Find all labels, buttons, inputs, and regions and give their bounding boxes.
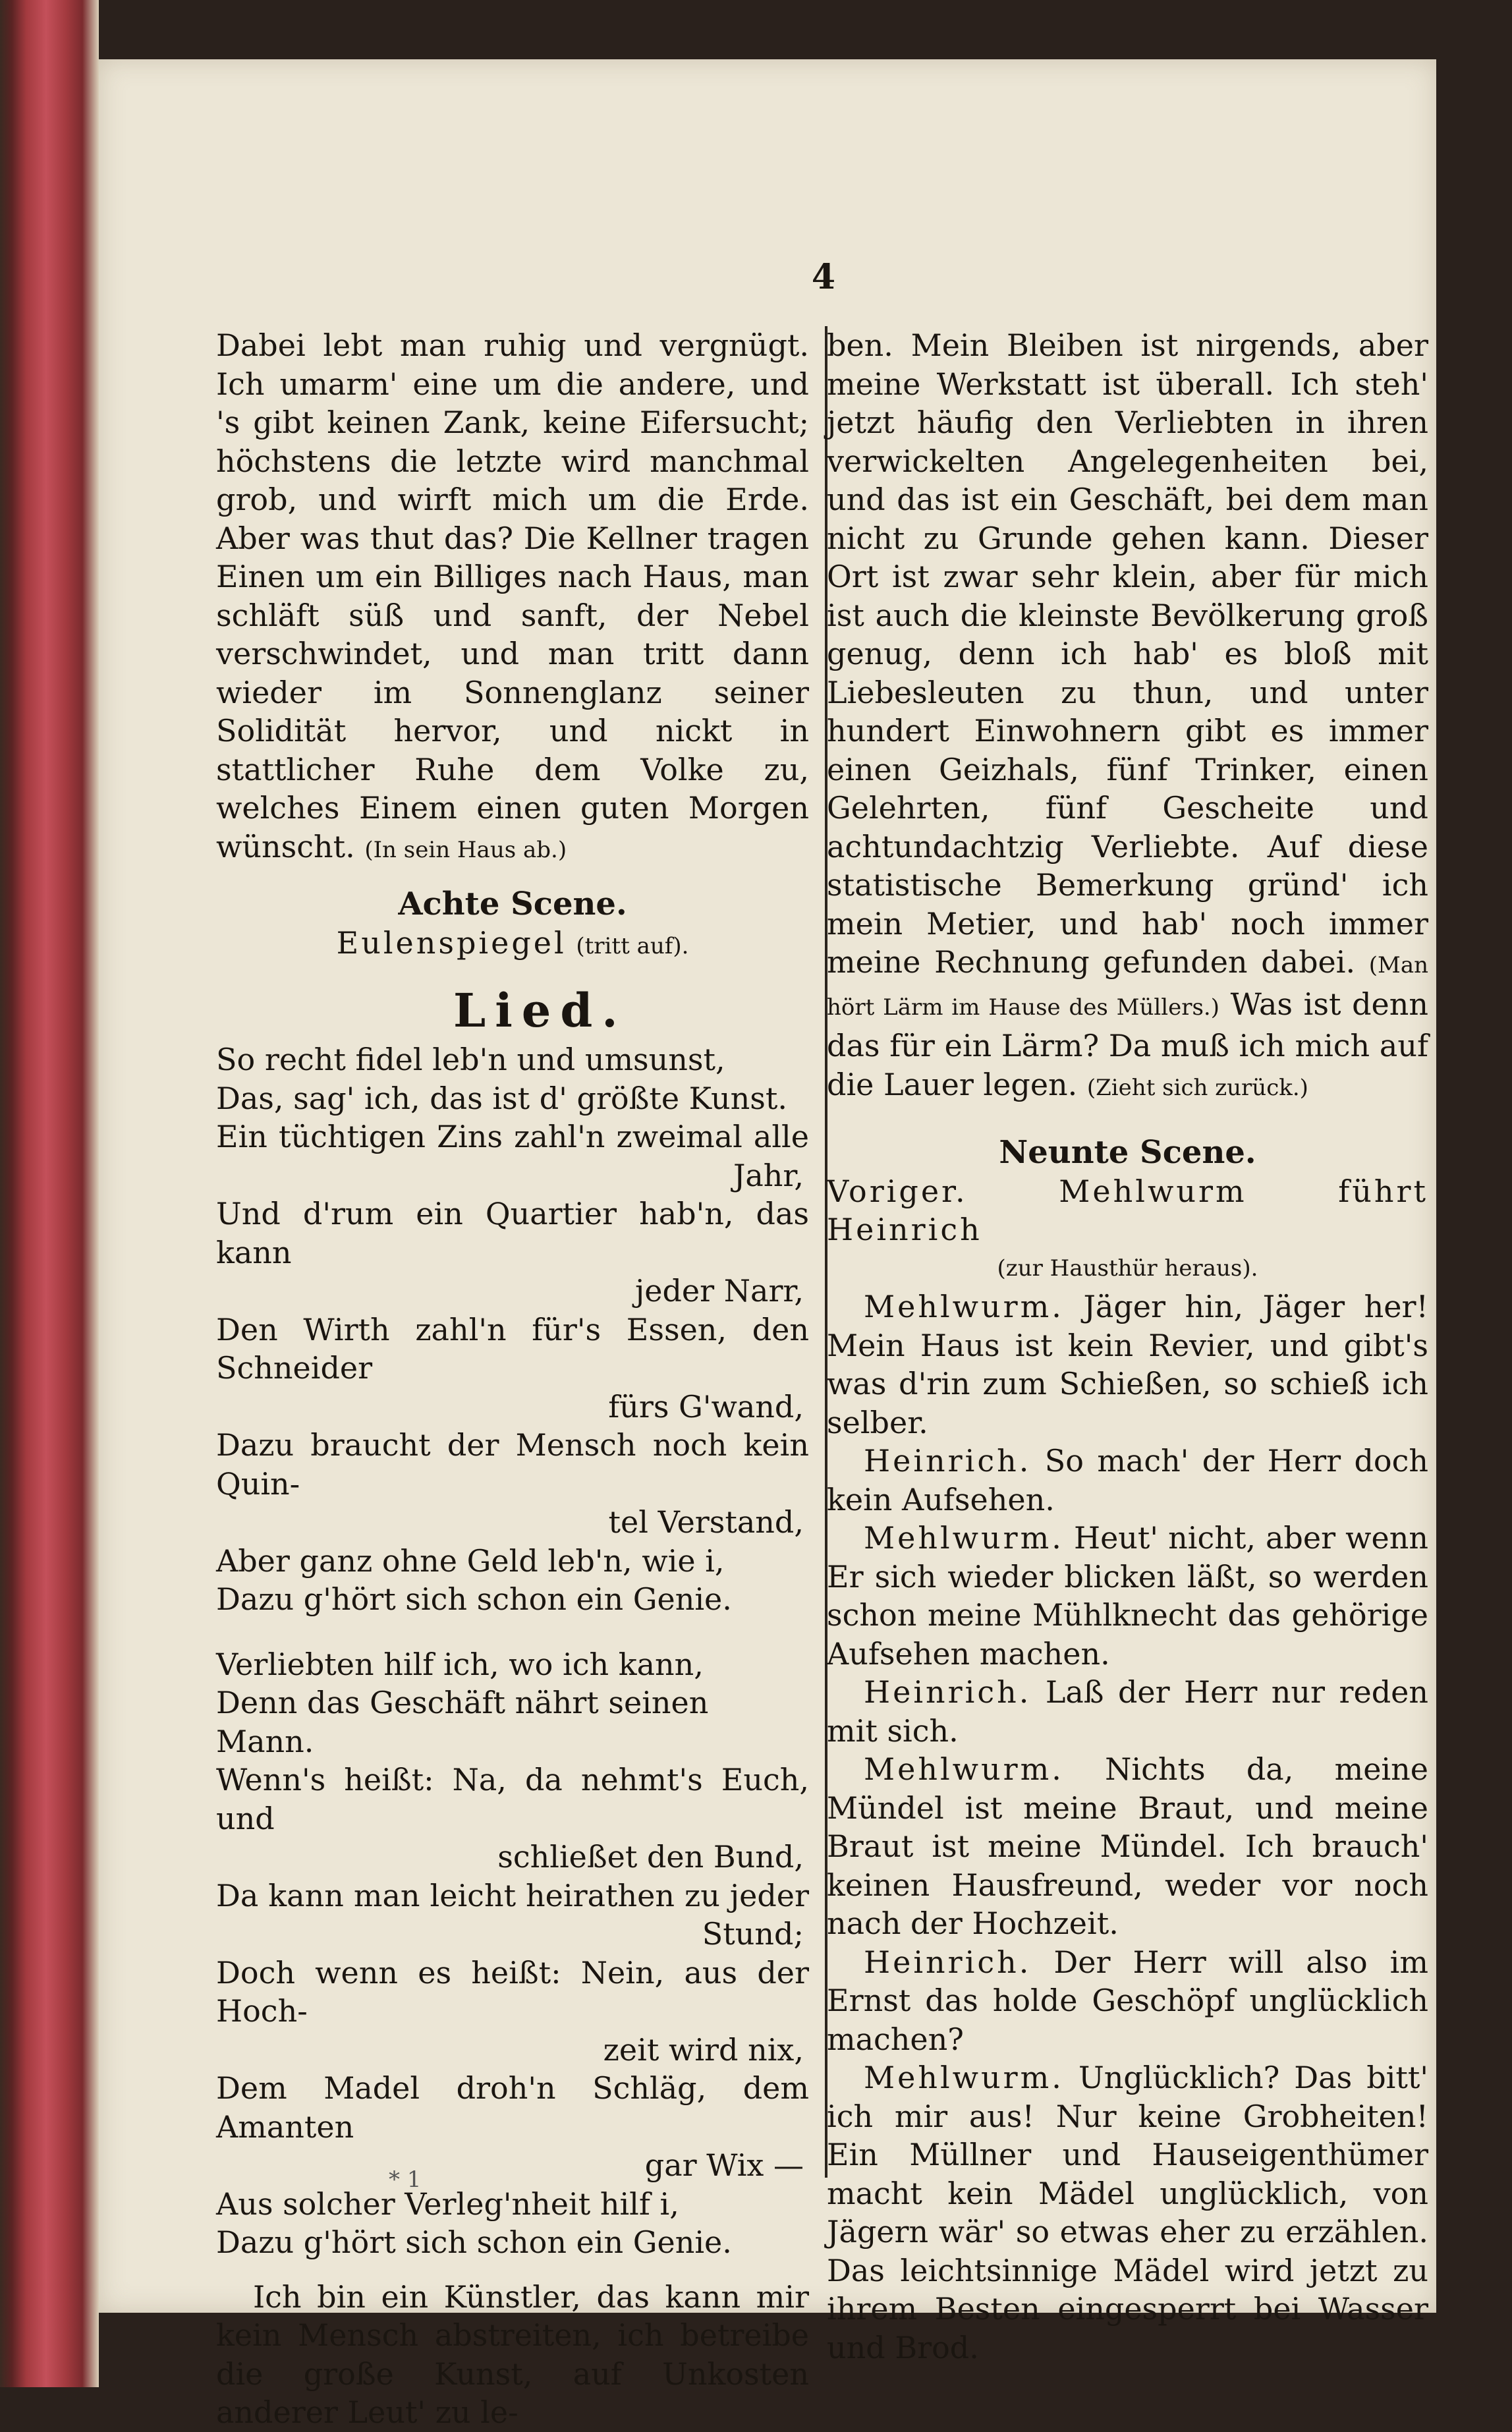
speech: Heut' nicht, aber wenn Er sich wieder blicken läßt, so werden schon meine Mühlknecht das gehörige Aufsehen machen. [827,1520,1428,1672]
character-entrance [216,924,809,966]
dialog-line [827,1442,1428,1519]
verse-line: Verliebten hilf ich, wo ich kann, [216,1646,704,1682]
character-stage: (tritt auf). [576,932,689,959]
verse-line: Dazu g'hört sich schon ein Genie. [216,1581,732,1617]
speech: Der Herr will also im Ernst das holde Geschöpf unglücklich machen? [827,1944,1428,2057]
dialog-line [827,1287,1428,1442]
dialog-line [827,1673,1428,1750]
verse-line: Dazu g'hört sich schon ein Genie. [216,2224,732,2260]
speech: So mach' der Herr doch kein Aufsehen. [827,1443,1429,1517]
dialog-line [827,1519,1428,1673]
verse-line: zeit wird nix, [603,2031,804,2068]
speaker: Heinrich. [864,1443,1032,1479]
speaker: Heinrich. [864,1944,1032,1980]
verse-line: gar Wix — [644,2147,804,2183]
stage-direction: (Man hört Lärm im Hause des Müllers.) [827,952,1428,1021]
right-column [827,326,1428,2367]
verse-line: Dazu braucht der Mensch noch kein Quin- [216,1427,809,1502]
character-name: Eulenspiegel [336,924,567,961]
stage-direction: (Zieht sich zurück.) [1086,1074,1308,1101]
dialog-line [827,1943,1428,2059]
speech: Jäger hin, Jäger her! Mein Haus ist kein Revier, und gibt's was d'rin zum Schießen, so schieß ich selber. [827,1289,1429,1440]
verse-line: Ein tüchtigen Zins zahl'n zweimal alle [216,1119,809,1154]
verse-line: Wenn's heißt: Na, da nehmt's Euch, und [216,1762,809,1836]
right-paragraph-1 [827,326,1428,1107]
scene-title-9: Neunte Scene. [999,1134,1256,1171]
scene-title-8: Achte Scene. [398,886,627,922]
speaker: Mehlwurm. [864,2060,1064,2095]
verse-line: schließet den Bund, [497,1839,804,1875]
verse-2 [216,1645,809,2262]
speaker: Mehlwurm. [864,1520,1064,1556]
speaker: Mehlwurm. [864,1751,1064,1787]
verse-line: jeder Narr, [635,1273,804,1309]
verse-line: Dem Madel droh'n Schläg, dem Amanten [216,2070,809,2145]
verse-line: So recht fidel leb'n und umsunst, [216,1042,725,1077]
song-title: Lied. [453,983,627,1038]
speaker: Mehlwurm. [864,1289,1064,1324]
dialog [827,1287,1428,2367]
speech: Nichts da, meine Mündel ist meine Braut, und meine Braut ist meine Mündel. Ich brauch' keinen Hausfreund, weder vor noch nach der Hochzeit. [827,1751,1428,1941]
speaker: Heinrich. [864,1674,1032,1710]
verse-line: Da kann man leicht heirathen zu jeder [216,1877,809,1913]
stage-direction: (In sein Haus ab.) [364,836,567,863]
verse-1 [216,1040,809,1619]
dialog-line [827,2058,1428,2367]
verse-line: Aus solcher Verleg'nheit hilf i, [216,2186,679,2222]
book-binding-edge [0,0,99,2387]
left-paragraph-1-text: Dabei lebt man ruhig und vergnügt. Ich umarm' eine um die andere, und 's gibt keinen Zank, keine Eifersucht; höchstens die letzte wird manchmal grob, und wirft mich um die Erde. Aber was thut das? Die Kellner tragen Einen um ein Billiges nach Haus, man schläft süß und sanft, der Nebel verschwindet, und man tritt dann wieder im Sonnenglanz seiner Solidität hervor, und nickt in stattlicher Ruhe dem Volke zu, welches Einem einen guten Morgen wünscht. [216,327,809,864]
right-paragraph-1-text: ben. Mein Bleiben ist nirgends, aber meine Werkstatt ist überall. Ich steh' jetzt häufig den Verliebten in ihren verwickelten Angelegenheiten bei, und das ist ein Geschäft, bei dem man nicht zu Grunde gehen kann. Dieser Ort ist zwar sehr klein, aber für mich ist auch die kleinste Bevölkerung groß genug, denn ich hab' es bloß mit Liebesleuten zu thun, und unter hundert Einwohnern gibt es immer einen Geizhals, fünf Trinker, einen Gelehrten, fünf Gescheite und achtundachtzig Verliebte. Auf diese statistische Bemerkung gründ' ich mein Metier, und hab' noch immer meine Rechnung gefunden dabei. [827,327,1428,980]
speech: Laß der Herr nur reden mit sich. [827,1674,1428,1749]
verse-line: Und d'rum ein Quartier hab'n, das kann [216,1196,809,1270]
speech: Unglücklich? Das bitt' ich mir aus! Nur keine Grobheiten! Ein Müllner und Hauseigenthümer macht kein Mädel unglücklich, von Jägern wär' so etwas eher zu erzählen. Das leichtsinnige Mädel wird jetzt zu ihrem Besten eingesperrt bei Wasser und Brod. [827,2060,1428,2365]
cast-line: Voriger. Mehlwurm führt Heinrich [827,1173,1428,1247]
verse-line: Doch wenn es heißt: Nein, aus der Hoch- [216,1954,809,2029]
dialog-line [827,1750,1428,1943]
verse-line: Aber ganz ohne Geld leb'n, wie i, [216,1542,725,1579]
left-paragraph-2: Ich bin ein Künstler, das kann mir kein Mensch abstreiten, ich betreibe die große Kunst, auf Unkosten anderer Leut' zu le- [216,2278,809,2430]
verse-line: fürs G'wand, [608,1388,804,1425]
verse-line: Stund; [702,1916,804,1952]
right-paragraph-1b-text: Was ist denn das für ein Lärm? Da muß ich mich auf die Lauer legen. [827,986,1428,1102]
left-column [216,326,809,2432]
signature-mark: * 1 [389,2166,422,2193]
left-paragraph-1 [216,326,809,869]
verse-line: Den Wirth zahl'n für's Essen, den Schneider [216,1311,809,1386]
verse-line: Das, sag' ich, das ist d' größte Kunst. [216,1080,787,1116]
cast-stage: (zur Hausthür heraus). [997,1255,1258,1282]
verse-line: tel Verstand, [608,1504,804,1540]
verse-line: Jahr, [733,1157,804,1193]
verse-line: Denn das Geschäft nährt seinen Mann. [216,1685,709,1759]
page-number: 4 [811,257,836,297]
